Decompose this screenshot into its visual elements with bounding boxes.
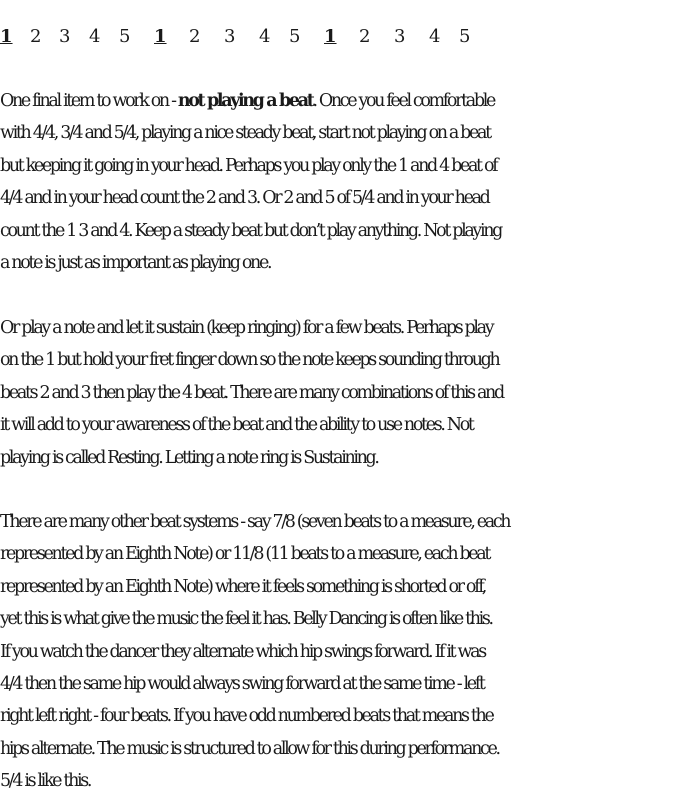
paragraph-line: 4/4 and in your head count the 2 and 3. Or 2 and 5 of 5/4 and in your head — [0, 188, 489, 209]
paragraph-line: a note is just as important as playing one. — [0, 253, 271, 274]
beat-count-3: 3 — [59, 26, 71, 47]
paragraph-line: If you watch the dancer they alternate which hip swings forward. If it was — [0, 641, 485, 662]
beat-count-3: 3 — [224, 26, 236, 47]
beat-count-5: 5 — [459, 26, 471, 47]
paragraph-text: . Once you feel comfortable — [312, 91, 494, 111]
beat-count-2: 2 — [189, 26, 201, 47]
beat-count-4: 4 — [259, 26, 271, 47]
paragraph-line: playing is called Resting. Letting a note ring is Sustaining. — [0, 447, 378, 468]
paragraph-line: There are many other beat systems - say 7/8 (seven beats to a measure, each — [0, 512, 510, 532]
beat-count-1: 1 — [0, 26, 13, 47]
paragraph-line: count the 1 3 and 4. Keep a steady beat but don’t play anything. Not playing — [0, 220, 501, 241]
beat-count-4: 4 — [429, 26, 441, 47]
paragraph-line: beats 2 and 3 then play the 4 beat. There are many combinations of this and — [0, 382, 503, 403]
paragraph-line: with 4/4, 3/4 and 5/4, playing a nice steady beat, start not playing on a beat — [0, 123, 490, 144]
paragraph-line: it will add to your awareness of the beat and the ability to use notes. Not — [0, 415, 473, 436]
beat-count-1: 1 — [154, 26, 167, 47]
paragraph-line — [0, 85, 681, 117]
beat-count-5: 5 — [119, 26, 131, 47]
paragraph-line: yet this is what give the music the feel it has. Belly Dancing is often like this. — [0, 609, 492, 630]
paragraph-line: on the 1 but hold your fret finger down so the note keeps sounding through — [0, 350, 499, 371]
paragraph-line: represented by an Eighth Note) where it feels something is shorted or off, — [0, 576, 485, 597]
emphasis-text: not playing a beat — [177, 91, 313, 111]
paragraph-line: hips alternate. The music is structured to allow for this during performance. — [0, 738, 499, 759]
paragraph-text: One final item to work on - — [0, 91, 178, 111]
beat-count-2: 2 — [359, 26, 371, 47]
paragraph-line: 5/4 is like this. — [0, 771, 91, 792]
paragraph-not-playing-a-beat — [0, 85, 681, 279]
beat-count-1: 1 — [324, 26, 337, 47]
paragraph-sustain — [0, 312, 681, 474]
paragraph-line: 4/4 then the same hip would always swing forward at the same time - left — [0, 674, 484, 695]
paragraph-other-beat-systems — [0, 506, 681, 798]
paragraph-line: Or play a note and let it sustain (keep ringing) for a few beats. Perhaps play — [0, 318, 493, 338]
paragraph-line: but keeping it going in your head. Perhaps you play only the 1 and 4 beat of — [0, 155, 497, 176]
paragraph-line: right left right - four beats. If you have odd numbered beats that means the — [0, 706, 493, 727]
paragraph-line: represented by an Eighth Note) or 11/8 (11 beats to a measure, each beat — [0, 544, 490, 565]
beat-count-2: 2 — [30, 26, 42, 47]
beat-count-5: 5 — [289, 26, 301, 47]
beat-count-4: 4 — [89, 26, 101, 47]
beat-count-3: 3 — [394, 26, 406, 47]
